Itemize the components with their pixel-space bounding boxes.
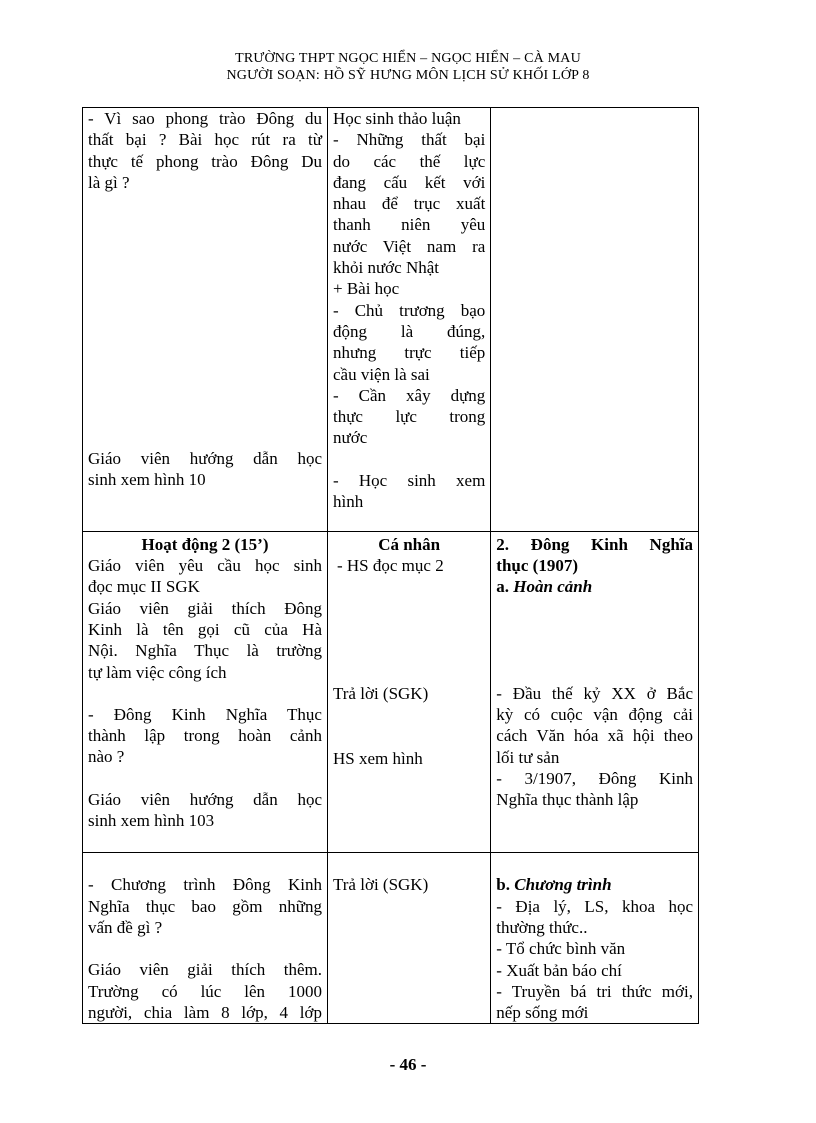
text-line: nếp sống mới xyxy=(496,1003,589,1023)
student-cell xyxy=(327,853,490,1024)
subsection-title xyxy=(496,874,693,895)
teacher-cell xyxy=(83,531,328,853)
text-line: Trường có lúc lên 1000 xyxy=(88,981,322,1001)
spacer xyxy=(496,853,693,874)
student-title: Cá nhân xyxy=(378,534,441,554)
student-cell xyxy=(327,108,490,532)
subsection-label: Chương trình xyxy=(514,875,612,895)
spacer xyxy=(88,831,322,852)
text-line: - HS đọc mục 2 xyxy=(336,556,444,576)
text-line: do các thế lực xyxy=(332,151,486,171)
spacer xyxy=(333,449,485,470)
section-title: 2. Đông Kinh Nghĩa xyxy=(496,534,693,554)
text-line: Giáo viên yêu cầu học sinh xyxy=(88,556,322,576)
subsection-title xyxy=(496,576,693,597)
spacer xyxy=(496,598,693,683)
text-line: cách Văn hóa xã hội theo xyxy=(496,726,693,746)
text-line: lối tư sản xyxy=(496,747,560,767)
text-line: là gì ? xyxy=(88,172,130,192)
spacer xyxy=(88,683,322,704)
text-line: kỳ có cuộc vận động cải xyxy=(496,704,693,724)
spacer xyxy=(88,491,322,531)
text-line: người, chia làm 8 lớp, 4 lớp xyxy=(88,1002,322,1022)
spacer xyxy=(88,768,322,789)
text-line: Giáo viên giải thích thêm. xyxy=(88,960,322,980)
text-line: nhưng trực tiếp xyxy=(332,343,486,363)
text-line: - Chủ trương bạo xyxy=(332,300,486,320)
text-line: thanh niên yêu xyxy=(332,215,486,235)
spacer xyxy=(88,193,322,448)
text-line: thành lập trong hoàn cảnh xyxy=(88,726,322,746)
text-line: - Tổ chức bình văn xyxy=(496,939,626,959)
content-cell xyxy=(491,108,699,532)
table-row xyxy=(83,531,699,853)
text-line: nước xyxy=(332,428,368,448)
text-line: đang cấu kết với xyxy=(332,172,486,192)
student-cell xyxy=(327,531,490,853)
spacer xyxy=(333,576,485,683)
section-title: thục (1907) xyxy=(496,556,578,576)
text-line: Nội. Nghĩa Thục là trường xyxy=(88,641,322,661)
text-line: - Học sinh xem xyxy=(332,470,486,490)
subsection-label: Hoàn cảnh xyxy=(513,577,593,597)
text-line: thường thức.. xyxy=(496,917,588,937)
table-row xyxy=(83,853,699,1024)
page-number: - 46 - xyxy=(389,1055,427,1074)
text-line: động là đúng, xyxy=(332,321,486,341)
text-line: nào ? xyxy=(88,747,125,767)
text-line: - Những thất bại xyxy=(332,130,486,150)
text-line: nước Việt nam ra xyxy=(332,236,486,256)
text-line: Giáo viên hướng dẫn học xyxy=(88,789,322,809)
text-line: - Cần xây dựng xyxy=(332,385,486,405)
text-line: - Đầu thế kỷ XX ở Bắc xyxy=(496,683,693,703)
spacer xyxy=(88,853,322,874)
text-line: - Vì sao phong trào Đông du xyxy=(88,109,322,128)
text-line: Giáo viên hướng dẫn học xyxy=(88,449,322,469)
activity-title: Hoạt động 2 (15’) xyxy=(141,534,269,554)
content-cell xyxy=(491,531,699,853)
text-line: Nghĩa thục bao gồm những xyxy=(88,896,322,916)
header-school: TRƯỜNG THPT NGỌC HIỂN – NGỌC HIỂN – CÀ MAU xyxy=(235,51,581,66)
lesson-table xyxy=(82,107,699,1024)
teacher-cell xyxy=(83,853,328,1024)
text-line: thực tế phong trào Đông Du xyxy=(88,151,322,171)
text-line: - 3/1907, Đông Kinh xyxy=(496,768,693,788)
subsection-prefix: a. xyxy=(496,577,514,597)
text-line: Nghĩa thục thành lập xyxy=(496,790,639,810)
text-line: + Bài học xyxy=(332,279,400,299)
text-line: Học sinh thảo luận xyxy=(332,109,461,128)
text-line: HS xem hình xyxy=(332,748,423,768)
text-line: Trả lời (SGK) xyxy=(332,875,429,895)
text-line: khỏi nước Nhật xyxy=(332,258,440,278)
spacer xyxy=(333,705,485,748)
text-line: nhau để trục xuất xyxy=(332,194,486,214)
header-author: NGƯỜI SOẠN: HỒ SỸ HƯNG MÔN LỊCH SỬ KHỐI LỚP 8 xyxy=(226,68,590,83)
text-line: Giáo viên giải thích Đông xyxy=(88,598,322,618)
text-line: Kinh là tên gọi cũ của Hà xyxy=(88,619,322,639)
text-line: tự làm việc công ích xyxy=(88,662,227,682)
text-line: - Đông Kinh Nghĩa Thục xyxy=(88,704,322,724)
text-line: - Xuất bản báo chí xyxy=(496,960,622,980)
text-line: vấn đề gì ? xyxy=(88,917,163,937)
text-line: thực lực trong xyxy=(332,407,486,427)
text-line: sinh xem hình 103 xyxy=(88,811,215,831)
text-line: sinh xem hình 10 xyxy=(88,470,206,490)
table-row xyxy=(83,108,699,532)
text-line: cầu viện là sai xyxy=(332,364,430,384)
spacer xyxy=(88,938,322,959)
text-line: - Địa lý, LS, khoa học xyxy=(496,896,693,916)
text-line: hình xyxy=(332,492,364,512)
spacer xyxy=(333,853,485,874)
teacher-cell xyxy=(83,108,328,532)
content-cell xyxy=(491,853,699,1024)
text-line: - Truyền bá tri thức mới, xyxy=(496,981,693,1001)
page-header xyxy=(0,50,816,84)
text-line: đọc mục II SGK xyxy=(88,577,200,597)
text-line: thất bại ? Bài học rút ra từ xyxy=(88,130,322,150)
text-line: Trả lời (SGK) xyxy=(332,684,429,704)
subsection-prefix: b. xyxy=(496,875,515,895)
text-line: - Chương trình Đông Kinh xyxy=(88,875,322,895)
